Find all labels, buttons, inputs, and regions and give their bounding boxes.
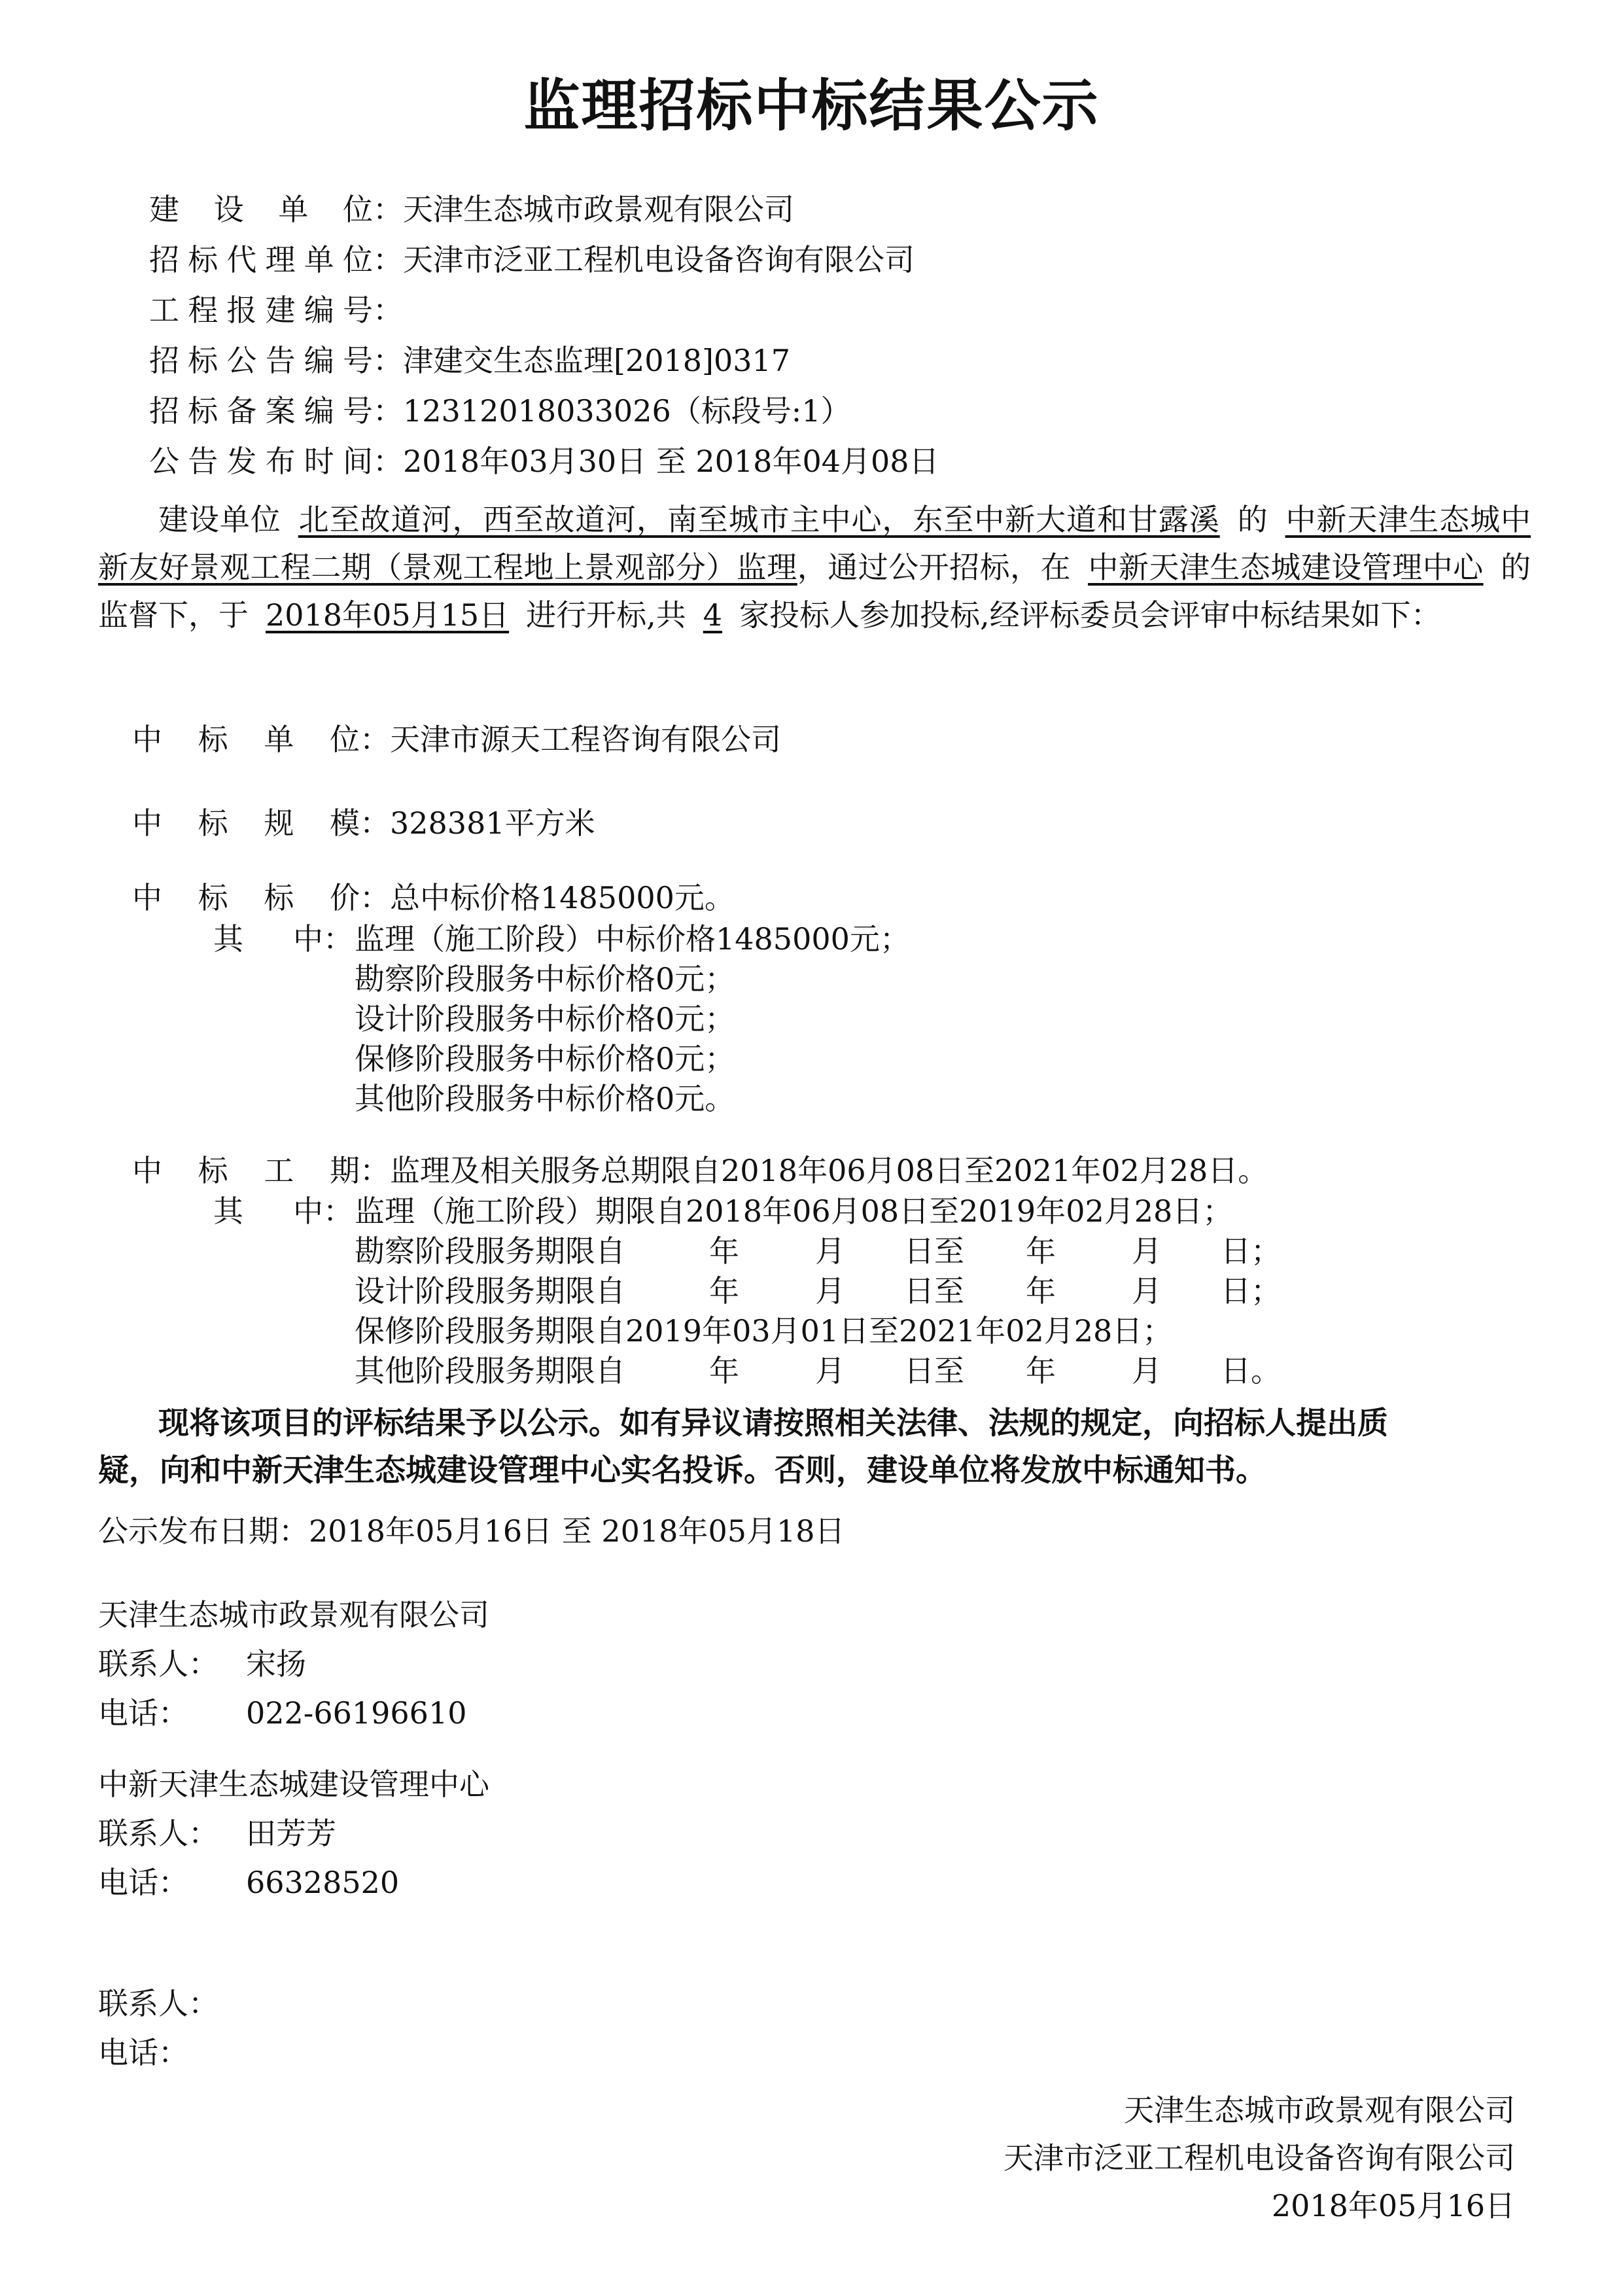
winner-value: 天津市源天工程咨询有限公司 — [390, 722, 781, 757]
price-item: 监理（施工阶段）中标价格1485000元； — [355, 921, 910, 957]
header-value: 天津市泛亚工程机电设备咨询有限公司 — [403, 242, 915, 277]
open-date: 2018年05月15日 — [266, 597, 510, 633]
header-label: 工程报建编号 — [149, 292, 373, 328]
period-item-blank: 设计阶段服务期限自 年 月 日至 年 月 日； — [355, 1273, 1281, 1309]
price-item: 设计阶段服务中标价格0元； — [355, 1001, 735, 1036]
header-label: 公告发布时间 — [149, 444, 373, 479]
public-notice: 现将该项目的评标结果予以公示。如有异议请按照相关法律、法规的规定，向招标人提出质 疑，向和中新天津生态城建设管理中心实名投诉。否则，建设单位将发放中标通知书。 — [98, 1405, 1388, 1489]
contact-person-row: 联系人： 田芳芳 — [98, 1816, 336, 1851]
contact-person: 田芳芳 — [246, 1816, 336, 1851]
project-location: 北至故道河，西至故道河，南至城市主中心，东至中新大道和甘露溪 — [298, 502, 1220, 537]
project-name: 中新天津生态城中新友好景观工程二期（景观工程地上景观部分）监理 — [98, 502, 1531, 585]
scale-value: 328381平方米 — [390, 805, 595, 841]
header-row-agent: 招标代理单位：天津市泛亚工程机电设备咨询有限公司 — [149, 240, 915, 279]
header-value: 2018年03月30日 至 2018年04月08日 — [403, 444, 939, 479]
price-row: 中标标价：总中标价格1485000元。 — [132, 880, 735, 915]
contact-person-label: 联系人： — [98, 1986, 218, 2021]
period-item: 保修阶段服务期限自2019年03月01日至2021年02月28日； — [355, 1313, 1173, 1349]
contact-phone: 022-66196610 — [246, 1695, 467, 1731]
header-label: 招标备案编号 — [149, 393, 373, 429]
price-item: 其他阶段服务中标价格0元。 — [355, 1081, 735, 1116]
scale-row: 中标规模：328381平方米 — [132, 805, 595, 841]
contact-phone-row: 电话： 022-66196610 — [98, 1695, 467, 1731]
header-row-project-number: 工程报建编号： — [149, 291, 403, 330]
contact-phone: 66328520 — [246, 1865, 400, 1900]
period-row: 中标工期：监理及相关服务总期限自2018年06月08日至2021年02月28日。 — [132, 1153, 1268, 1188]
period-sub-label: 其中： — [213, 1193, 353, 1229]
header-label: 建设单位 — [149, 192, 373, 227]
header-value: 12312018033026（标段号:1） — [403, 393, 851, 429]
price-sub-label: 其中： — [213, 921, 353, 957]
supervisor-name: 中新天津生态城建设管理中心 — [1088, 550, 1484, 585]
period-total: 监理及相关服务总期限自2018年06月08日至2021年02月28日。 — [390, 1153, 1268, 1188]
publish-date: 公示发布日期：2018年05月16日 至 2018年05月18日 — [98, 1513, 845, 1549]
period-item: 监理（施工阶段）期限自2018年06月08日至2019年02月28日； — [355, 1193, 1233, 1229]
header-row-record-number: 招标备案编号：12312018033026（标段号:1） — [149, 391, 851, 431]
header-row-publish-time: 公告发布时间：2018年03月30日 至 2018年04月08日 — [149, 442, 939, 481]
contact-person: 宋扬 — [246, 1646, 306, 1682]
contact-person-row: 联系人： 宋扬 — [98, 1646, 306, 1682]
contact-phone-label: 电话： — [98, 2035, 188, 2070]
bidder-count: 4 — [703, 597, 723, 633]
contact-org: 天津生态城市政景观有限公司 — [98, 1597, 489, 1633]
header-row-announcement-number: 招标公告编号：津建交生态监理[2018]0317 — [149, 341, 790, 380]
price-item: 保修阶段服务中标价格0元； — [355, 1041, 735, 1076]
intro-paragraph: 建设单位 北至故道河，西至故道河，南至城市主中心，东至中新大道和甘露溪 的 中新天津生态城中新友好景观工程二期（景观工程地上景观部分）监理，通过公开招标，在 中新天津生态城建设管理中心 的监督下，于 2018年05月15日 进行开标,共 4 家投标人参加投标,经评标委员会评审中标结果如下： — [98, 502, 1531, 633]
winner-row: 中标单位：天津市源天工程咨询有限公司 — [132, 722, 781, 757]
signature-org: 天津生态城市政景观有限公司 — [1124, 2093, 1515, 2128]
signature-date: 2018年05月16日 — [1271, 2188, 1515, 2223]
header-value: 津建交生态监理[2018]0317 — [403, 343, 791, 378]
page-title: 监理招标中标结果公示 — [523, 73, 1100, 139]
header-label: 招标代理单位 — [149, 242, 373, 277]
signature-org: 天津市泛亚工程机电设备咨询有限公司 — [1003, 2140, 1515, 2176]
period-item-blank: 其他阶段服务期限自 年 月 日至 年 月 日。 — [355, 1353, 1281, 1388]
period-item-blank: 勘察阶段服务期限自 年 月 日至 年 月 日； — [355, 1233, 1281, 1269]
header-label: 招标公告编号 — [149, 343, 373, 378]
contact-org: 中新天津生态城建设管理中心 — [98, 1767, 489, 1802]
price-total: 总中标价格1485000元。 — [390, 880, 735, 915]
header-row-builder: 建设单位：天津生态城市政景观有限公司 — [149, 190, 794, 229]
header-value: 天津生态城市政景观有限公司 — [403, 192, 794, 227]
contact-phone-row: 电话： 66328520 — [98, 1865, 400, 1900]
price-item: 勘察阶段服务中标价格0元； — [355, 961, 735, 997]
